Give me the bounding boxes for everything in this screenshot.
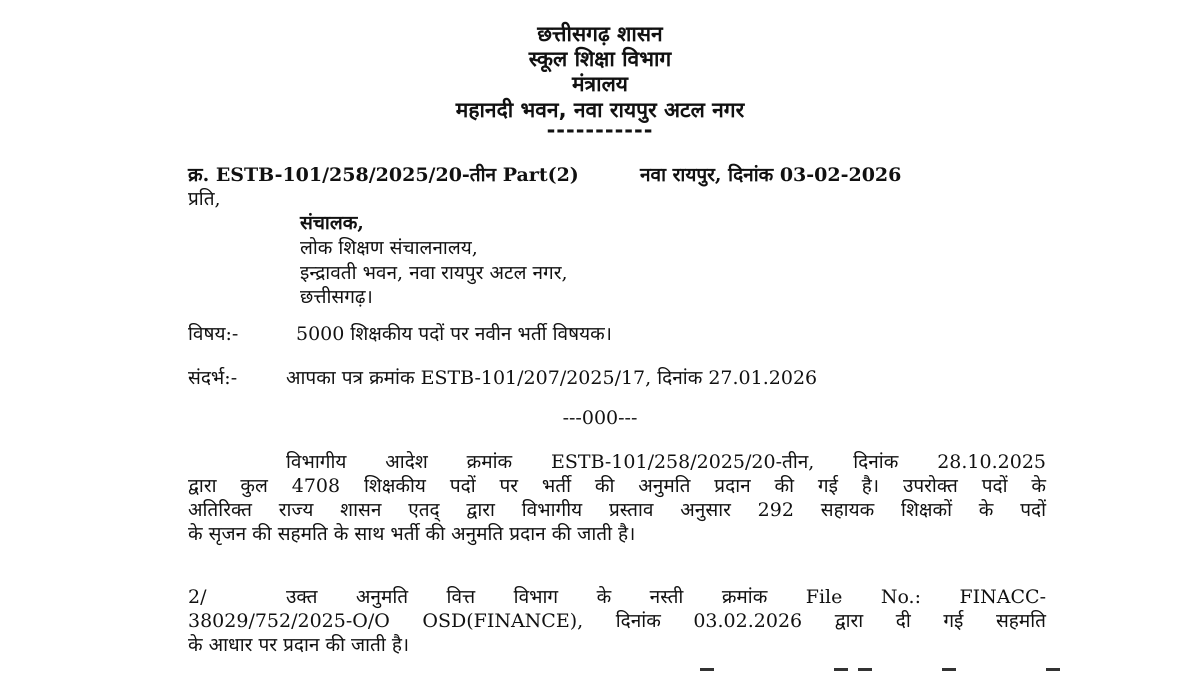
letterhead-department: स्कूल शिक्षा विभाग <box>528 47 672 71</box>
addressee-state: छत्तीसगढ़। <box>300 286 373 308</box>
reference-letter-label: संदर्भ:- <box>188 367 238 389</box>
addressee-title: संचालक, <box>300 212 364 234</box>
reference-place-date: नवा रायपुर, दिनांक 03-02-2026 <box>640 164 902 186</box>
cut-off-text-fragment <box>700 666 1070 685</box>
reference-letter-text: आपका पत्र क्रमांक ESTB-101/207/2025/17, दिनांक 27.01.2026 <box>286 367 818 389</box>
paragraph2-line3: के आधार पर प्रदान की जाती है। <box>188 634 410 656</box>
paragraph1-line1: विभागीय आदेश क्रमांक ESTB-101/258/2025/20-तीन, दिनांक 28.10.2025 <box>286 451 1046 473</box>
paragraph2-number: 2/ <box>188 586 207 608</box>
letterhead-address: महानदी भवन, नवा रायपुर अटल नगर <box>455 98 745 122</box>
addressee-office: लोक शिक्षण संचालनालय, <box>300 237 478 259</box>
paragraph2-line2: 38029/752/2025-O/O OSD(FINANCE), दिनांक 03.02.2026 द्वारा दी गई सहमति <box>188 610 1046 632</box>
section-separator: ---000--- <box>562 407 638 429</box>
addressee-to: प्रति, <box>188 188 221 210</box>
letterhead-government: छत्तीसगढ़ शासन <box>537 22 663 46</box>
letterhead-ministry: मंत्रालय <box>571 72 628 96</box>
paragraph1-line3: अतिरिक्त राज्य शासन एतद् द्वारा विभागीय प्रस्ताव अनुसार 292 सहायक शिक्षकों के पदों <box>188 499 1046 521</box>
subject-text: 5000 शिक्षकीय पदों पर नवीन भर्ती विषयक। <box>296 323 612 345</box>
letterhead-rule: ----------- <box>546 118 654 142</box>
addressee-building: इन्द्रावती भवन, नवा रायपुर अटल नगर, <box>300 262 568 284</box>
paragraph2-line1: उक्त अनुमति वित्त विभाग के नस्ती क्रमांक File No.: FINACC- <box>286 586 1046 608</box>
paragraph1-line4: के सृजन की सहमति के साथ भर्ती की अनुमति प्रदान की जाती है। <box>188 523 636 545</box>
reference-number: क्र. ESTB-101/258/2025/20-तीन Part(2) <box>188 164 579 186</box>
subject-label: विषय:- <box>188 323 239 345</box>
paragraph1-line2: द्वारा कुल 4708 शिक्षकीय पदों पर भर्ती की अनुमति प्रदान की गई है। उपरोक्त पदों के <box>188 475 1046 497</box>
